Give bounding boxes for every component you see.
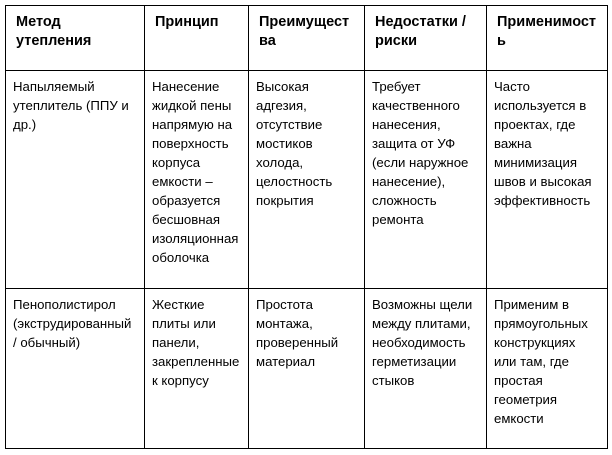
header-method: Метод утепления [6, 6, 145, 71]
cell-applicability: Часто используется в проектах, где важна минимизация швов и высокая эффективность [487, 71, 608, 289]
header-advantages: Преимущества [249, 6, 365, 71]
cell-method: Пенополистирол (экструдированный / обычный) [6, 289, 145, 449]
header-disadvantages: Недостатки / риски [365, 6, 487, 71]
table-header-row [6, 6, 608, 71]
cell-principle: Нанесение жидкой пены напрямую на поверхность корпуса емкости – образуется бесшовная изоляционная оболочка [145, 71, 249, 289]
insulation-methods-table [5, 5, 608, 449]
header-principle: Принцип [145, 6, 249, 71]
header-applicability: Применимость [487, 6, 608, 71]
cell-advantages: Простота монтажа, проверенный материал [249, 289, 365, 449]
cell-disadvantages: Требует качественного нанесения, защита от УФ (если наружное нанесение), сложность ремонта [365, 71, 487, 289]
table-row [6, 289, 608, 449]
cell-method: Напыляемый утеплитель (ППУ и др.) [6, 71, 145, 289]
cell-disadvantages: Возможны щели между плитами, необходимость герметизации стыков [365, 289, 487, 449]
table-row [6, 71, 608, 289]
cell-principle: Жесткие плиты или панели, закрепленные к корпусу [145, 289, 249, 449]
cell-applicability: Применим в прямоугольных конструкциях или там, где простая геометрия емкости [487, 289, 608, 449]
cell-advantages: Высокая адгезия, отсутствие мостиков холода, целостность покрытия [249, 71, 365, 289]
